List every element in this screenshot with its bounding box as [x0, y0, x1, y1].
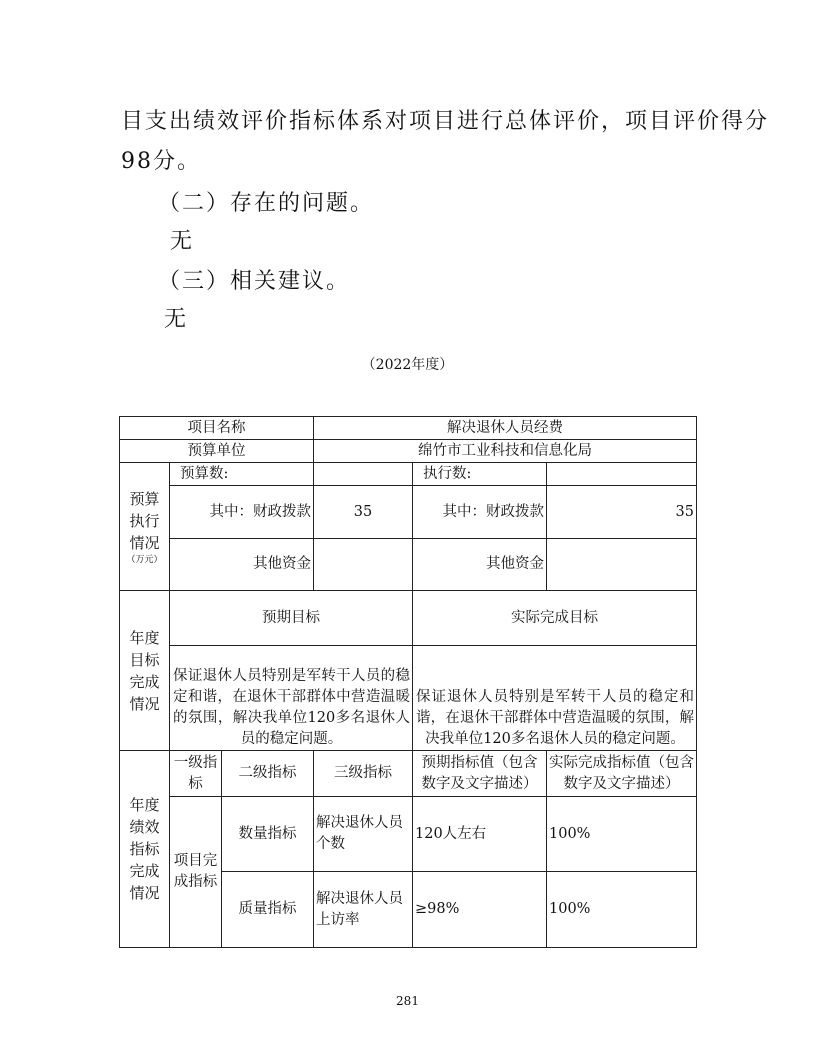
page-number: 281: [396, 994, 419, 1008]
project-name-label: 项目名称: [187, 419, 246, 436]
section-heading-suggestions: （三）相关建议。: [158, 269, 351, 294]
actual-goal-text: 保证退休人员特别是军转干人员的稳定和谐，在退休干部群体中营造温暖的氛围，解决我单位120多名退休人员的稳定问题。: [416, 689, 694, 747]
budget-fiscal-value: 35: [353, 503, 373, 520]
executed-fiscal-value: 35: [675, 503, 694, 520]
expected-goal-text: 保证退休人员特别是军转干人员的稳定和谐，在退休干部群体中营造温暖的氛围，解决我单位120多名退休人员的稳定问题。: [173, 668, 410, 747]
expected-goal-header: 预期目标: [262, 609, 320, 626]
col-level1-header: 一级指标: [173, 754, 218, 792]
col-level3-header: 三级指标: [334, 765, 392, 781]
actual-goal-header: 实际完成目标: [511, 609, 598, 626]
table-row-2-level3: 解决退休人员上访率: [316, 890, 403, 928]
col-level2-header: 二级指标: [238, 765, 297, 781]
body-line-2: 98分。: [121, 149, 201, 174]
section-heading-problems: （二）存在的问题。: [158, 191, 375, 216]
budget-amount-label: 预算数:: [180, 465, 229, 482]
table-row-2-actual: 100%: [549, 901, 591, 917]
col-expected-header: 预期指标值（包含数字及文字描述）: [421, 754, 538, 792]
executed-other-funds-label: 其他资金: [486, 556, 544, 572]
performance-label: 年度绩效指标完成情况: [129, 796, 160, 902]
fiscal-allocation-label: 其中：财政拨款: [209, 503, 311, 520]
executed-fiscal-label: 其中：财政拨款: [442, 503, 544, 520]
suggestions-answer: 无: [164, 307, 189, 332]
problems-answer: 无: [170, 229, 195, 254]
level1-value: 项目完成指标: [173, 853, 218, 890]
budget-unit-label: 预算单位: [187, 442, 246, 459]
project-name-value: 解决退休人员经费: [447, 419, 563, 436]
table-row-1-level2: 数量指标: [238, 825, 297, 842]
other-funds-label: 其他资金: [253, 556, 311, 572]
table-row-2-level2: 质量指标: [238, 901, 297, 917]
budget-unit-note: （万元）: [126, 554, 163, 565]
executed-amount-label: 执行数:: [423, 465, 472, 482]
table-row-1-expected: 120人左右: [415, 825, 487, 842]
annual-goal-label: 年度目标完成情况: [129, 628, 160, 713]
table-caption: （2022年度）: [361, 357, 454, 373]
budget-unit-value: 绵竹市工业科技和信息化局: [418, 442, 592, 459]
budget-execution-label: 预算执行情况 （万元）: [126, 489, 163, 565]
table-row-2-expected: ≥98%: [415, 901, 460, 917]
body-line-1: 目支出绩效评价指标体系对项目进行总体评价，项目评价得分: [121, 109, 770, 134]
table-row-1-level3: 解决退休人员个数: [316, 815, 403, 852]
table-row-1-actual: 100%: [549, 825, 591, 842]
col-actual-header: 实际完成指标值（包含数字及文字描述）: [549, 754, 694, 792]
